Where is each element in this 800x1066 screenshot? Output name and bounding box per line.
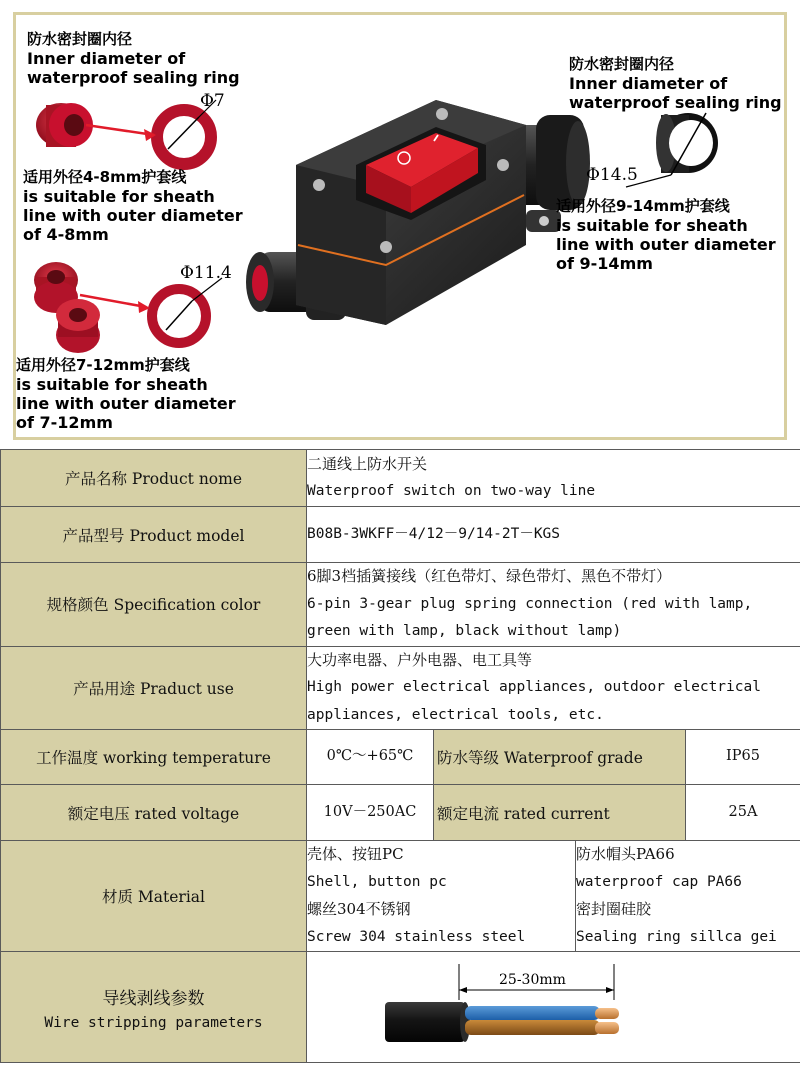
callout-en-text: is suitable for sheath <box>23 187 215 206</box>
callout-en-text: waterproof sealing ring <box>569 93 782 112</box>
callout-en-text: of 9-14mm <box>556 254 653 273</box>
spec-color-cn: 6脚3档插簧接线（红色带灯、绿色带灯、黑色不带灯） <box>307 567 672 585</box>
value-product-model: B08B-3WKFF－4/12－9/14-2T－KGS <box>307 507 800 563</box>
table-row-temperature <box>1 730 800 785</box>
material-line: 防水帽头PA66 <box>576 845 675 863</box>
product-use-en-2: appliances, electrical tools, etc. <box>307 706 604 723</box>
dimension-phi11: Φ11.4 <box>180 263 232 283</box>
label-product-use: 产品用途 Praduct use <box>1 646 307 730</box>
material-line: 螺丝304不锈钢 <box>307 900 411 918</box>
seal-ring-9-14mm-icon <box>626 113 718 187</box>
table-row-product-model <box>1 507 800 563</box>
callout-cn-text: 适用外径9-14mm护套线 <box>556 197 730 215</box>
callout-cn-text: 防水密封圈内径 <box>569 55 675 73</box>
callout-cn-text: 适用外径4-8mm护套线 <box>23 168 187 186</box>
product-name-cn: 二通线上防水开关 <box>307 454 428 473</box>
callout-en-text: of 4-8mm <box>23 225 109 244</box>
callout-cn-text: 适用外径7-12mm护套线 <box>16 356 190 374</box>
stripping-label-en: Wire stripping parameters <box>44 1014 263 1031</box>
arrow-icon <box>86 125 154 135</box>
callout-en-text: Inner diameter of <box>569 74 728 93</box>
label-voltage: 额定电压 rated voltage <box>1 785 307 841</box>
callout-en-text: waterproof sealing ring <box>27 68 240 87</box>
value-material-col1 <box>307 841 576 952</box>
value-product-name <box>307 450 800 507</box>
callout-inner-diameter-right <box>569 55 782 112</box>
label-waterproof-grade: 防水等级 Waterproof grade <box>434 730 686 785</box>
callout-en-text: of 7-12mm <box>16 413 113 432</box>
product-name-en: Waterproof switch on two-way line <box>307 483 596 499</box>
material-line: Screw 304 stainless steel <box>307 928 526 945</box>
product-illustration-panel <box>13 12 787 440</box>
dimension-phi7: Φ7 <box>200 91 225 111</box>
value-product-use <box>307 646 800 730</box>
seal-ring-4-8mm-icon <box>36 103 93 147</box>
value-stripping <box>307 952 800 1063</box>
value-material-col2 <box>576 841 800 952</box>
material-line: Sealing ring sillca gei <box>576 928 777 945</box>
callout-en-text: line with outer diameter <box>23 206 243 225</box>
material-line: 密封圈硅胶 <box>576 900 652 918</box>
label-material: 材质 Material <box>1 841 307 952</box>
seal-ring-front-7-12mm-icon <box>152 278 222 343</box>
value-waterproof-grade: IP65 <box>686 730 800 785</box>
callout-en-text: Inner diameter of <box>27 49 186 68</box>
value-rated-current: 25A <box>686 785 800 841</box>
table-row-material <box>1 841 800 952</box>
callout-inner-diameter-left <box>27 30 240 87</box>
product-use-en-1: High power electrical appliances, outdoor electrical <box>307 679 761 695</box>
callout-cn-text: 防水密封圈内径 <box>27 30 133 48</box>
table-row-product-name <box>1 450 800 507</box>
value-temperature: 0℃～+65℃ <box>307 730 434 785</box>
callout-en-text: is suitable for sheath <box>556 216 748 235</box>
dimension-phi14: Φ14.5 <box>586 165 638 185</box>
label-temperature: 工作温度 working temperature <box>1 730 307 785</box>
seal-ring-7-12mm-icon <box>34 262 100 353</box>
material-line: 壳体、按钮PC <box>307 845 404 863</box>
table-row-stripping <box>1 952 800 1063</box>
table-row-voltage <box>1 785 800 841</box>
callout-sheath-7-12mm <box>16 356 236 432</box>
table-row-spec-color <box>1 563 800 647</box>
label-spec-color: 规格颜色 Specification color <box>1 563 307 647</box>
label-stripping <box>1 952 307 1063</box>
product-use-cn: 大功率电器、户外电器、电工具等 <box>307 650 533 669</box>
callout-en-text: line with outer diameter <box>16 394 236 413</box>
value-spec-color <box>307 563 800 647</box>
callout-sheath-4-8mm <box>23 168 243 244</box>
spec-color-en-1: 6-pin 3-gear plug spring connection (red with lamp, <box>307 595 753 612</box>
callout-sheath-9-14mm <box>556 197 776 273</box>
stripping-dimension-label: 25-30mm <box>499 972 566 988</box>
value-voltage: 10V－250AC <box>307 785 434 841</box>
callout-en-text: is suitable for sheath <box>16 375 208 394</box>
table-row-product-use <box>1 646 800 730</box>
material-line: waterproof cap PA66 <box>576 873 742 890</box>
spec-color-en-2: green with lamp, black without lamp) <box>307 623 622 639</box>
material-line: Shell, button pc <box>307 873 447 890</box>
callout-en-text: line with outer diameter <box>556 235 776 254</box>
label-rated-current: 额定电流 rated current <box>434 785 686 841</box>
label-product-name: 产品名称 Product nome <box>1 450 307 507</box>
stripping-label-cn: 导线剥线参数 <box>102 988 205 1009</box>
waterproof-switch-body-icon <box>246 100 590 325</box>
stripped-wire-icon <box>307 952 800 1058</box>
label-product-model: 产品型号 Product model <box>1 507 307 563</box>
spec-table <box>0 449 800 1063</box>
